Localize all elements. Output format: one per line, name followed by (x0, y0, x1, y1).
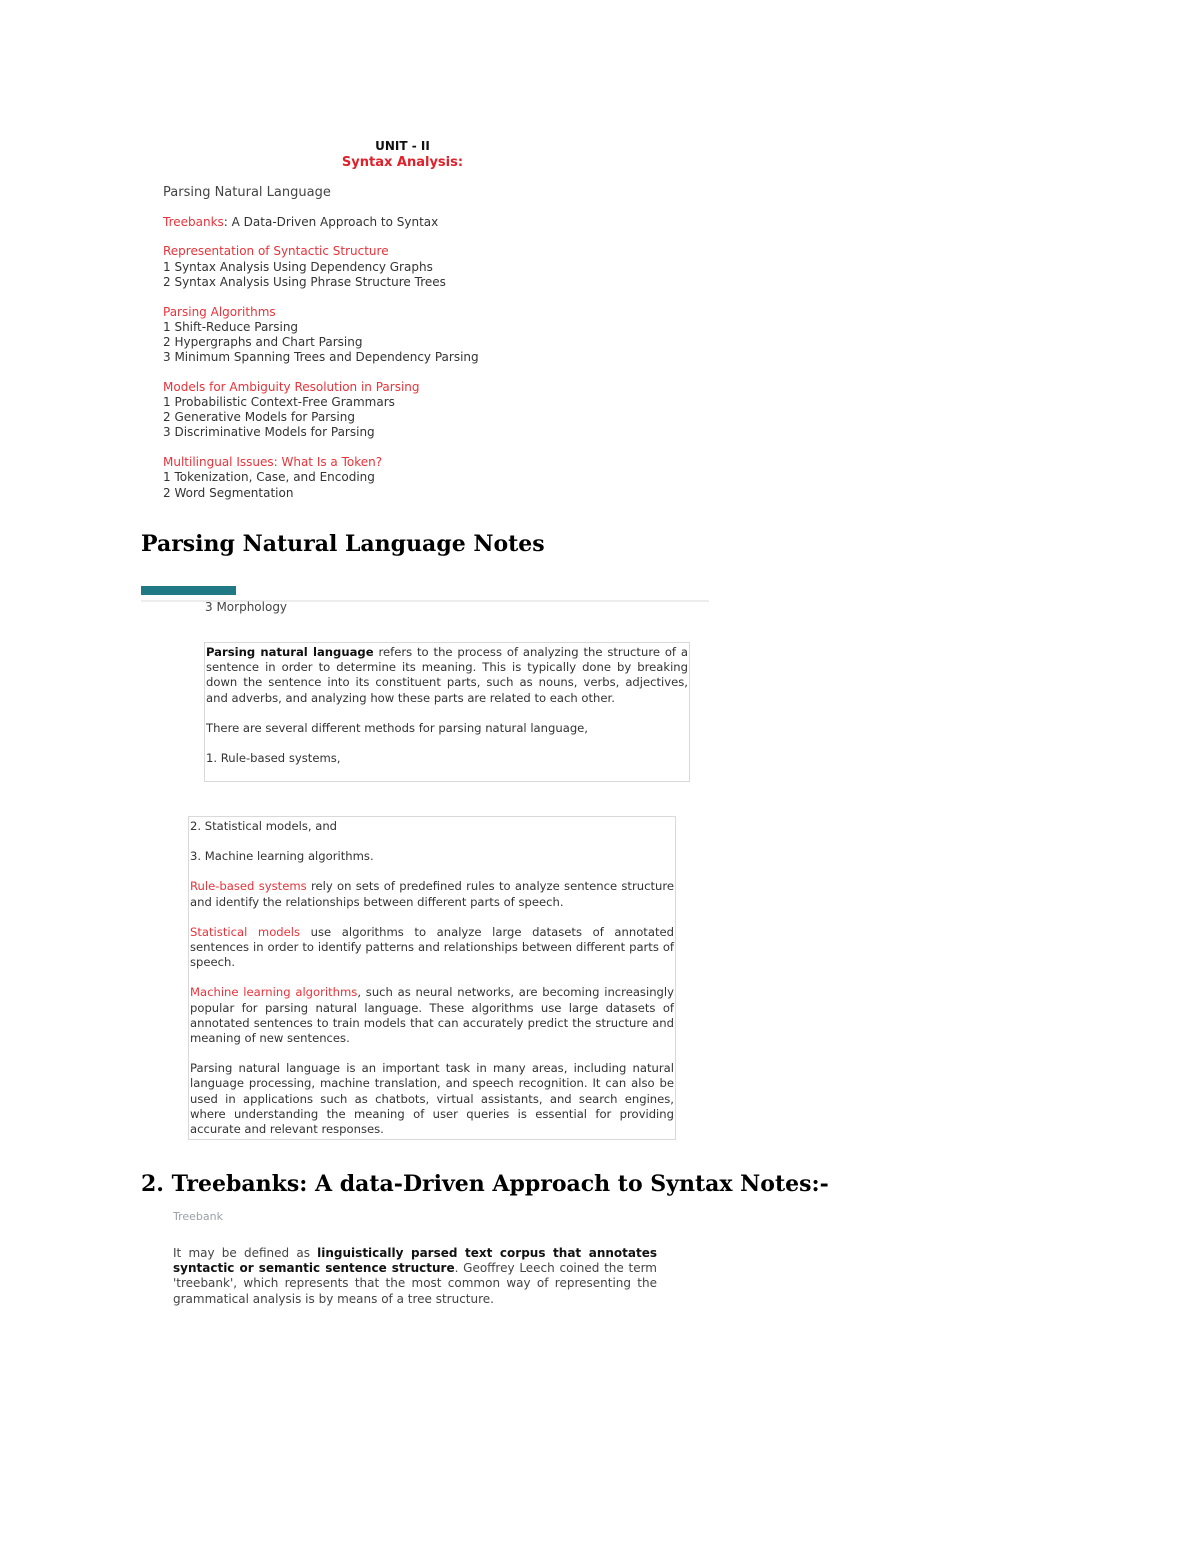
accent-bar (141, 586, 236, 595)
parsing-definition-box (204, 642, 690, 782)
definition-paragraph (206, 645, 688, 706)
unit-title: UNIT - II (375, 139, 430, 153)
treebank-cut-label (173, 1210, 245, 1225)
method-item: 2. Statistical models, and (190, 819, 338, 833)
definition-term: Parsing natural language (206, 645, 374, 659)
syntax-analysis-title: Syntax Analysis: (341, 155, 464, 170)
parsing-methods-box (188, 816, 676, 1140)
outline-item: 1 Shift-Reduce Parsing (163, 319, 299, 334)
morphology-label: 3 Morphology (205, 600, 288, 614)
statistical-text: use algorithms to analyze large datasets of annotated sentences in order to identify patterns and relationships between different parts of speech. (190, 924, 674, 970)
outline-group-title: Parsing Algorithms (163, 304, 276, 319)
outline-item: 2 Generative Models for Parsing (163, 410, 355, 425)
rule-based-paragraph (190, 879, 674, 909)
machine-learning-term: Machine learning algorithms (190, 985, 358, 1000)
rule-based-term: Rule-based systems (190, 879, 307, 894)
outline-group-ambiguity (163, 380, 479, 441)
outline-item: 2 Word Segmentation (163, 485, 294, 500)
treebank-cut-text: Treebank (173, 1210, 223, 1223)
statistical-term: Statistical models (190, 924, 301, 939)
machine-learning-text: , such as neural networks, are becoming increasingly popular for parsing natural language. These algorithms use large datasets of annotated sentences to train models that can accurately predict the structure and meaning of new sentences. (190, 985, 674, 1046)
treebank-text-bold: linguistically parsed text corpus that annotates syntactic or semantic sentence structure (173, 1246, 657, 1276)
definition-text: refers to the process of analyzing the structure of a sentence in order to determine its meaning. This is typically done by breaking down the sentence into its constituent parts, such as nouns, verbs, adjectives, and adverbs, and analyzing how these parts are related to each other. (206, 645, 688, 705)
outline-group-parsing-algorithms (163, 305, 479, 366)
outline-item: 1 Probabilistic Context-Free Grammars (163, 395, 395, 410)
section-heading-parsing: Parsing Natural Language Notes (141, 531, 545, 557)
method-item: 3. Machine learning algorithms. (190, 849, 374, 864)
outline-group-multilingual (163, 455, 479, 501)
treebank-text-b: . Geoffrey Leech coined the term 'treebank', which represents that the most common way of representing the grammatical analysis is by means of a tree structure. (173, 1261, 657, 1306)
outline-item: 1 Syntax Analysis Using Dependency Graphs (163, 259, 433, 274)
statistical-paragraph (190, 925, 674, 971)
unit-outline (163, 185, 479, 515)
outline-item: 2 Syntax Analysis Using Phrase Structure Trees (163, 274, 446, 289)
treebank-text-a: It may be defined as (173, 1246, 318, 1260)
treebank-definition (173, 1246, 657, 1307)
outline-group-title: Multilingual Issues: What Is a Token? (163, 455, 383, 470)
methods-intro: There are several different methods for parsing natural language, (206, 720, 588, 735)
outline-intro: Parsing Natural Language (163, 185, 331, 200)
machine-learning-paragraph (190, 985, 674, 1046)
outline-item: 2 Hypergraphs and Chart Parsing (163, 334, 363, 349)
rule-based-text: rely on sets of predefined rules to analyze sentence structure and identify the relationships between different parts of speech. (190, 879, 674, 909)
outline-item: 3 Minimum Spanning Trees and Dependency Parsing (163, 350, 479, 365)
outline-item: 3 Discriminative Models for Parsing (163, 425, 375, 440)
importance-paragraph: Parsing natural language is an important task in many areas, including natural language processing, machine translation, and speech recognition. It can also be used in applications such as chatbots, virtual assistants, and search engines, where understanding the meaning of user queries is essential for providing accurate and relevant responses. (190, 1061, 674, 1137)
outline-item: 1 Tokenization, Case, and Encoding (163, 470, 375, 485)
outline-group-representation (163, 244, 479, 290)
treebanks-rest: : A Data-Driven Approach to Syntax (223, 214, 439, 229)
outline-group-title: Representation of Syntactic Structure (163, 244, 389, 259)
treebanks-label: Treebanks (163, 214, 224, 229)
outline-group-title: Models for Ambiguity Resolution in Parsing (163, 379, 420, 394)
section-heading-treebanks: 2. Treebanks: A data-Driven Approach to Syntax Notes:- (141, 1171, 829, 1197)
outline-treebanks (163, 215, 479, 230)
method-item: 1. Rule-based systems, (206, 751, 341, 766)
